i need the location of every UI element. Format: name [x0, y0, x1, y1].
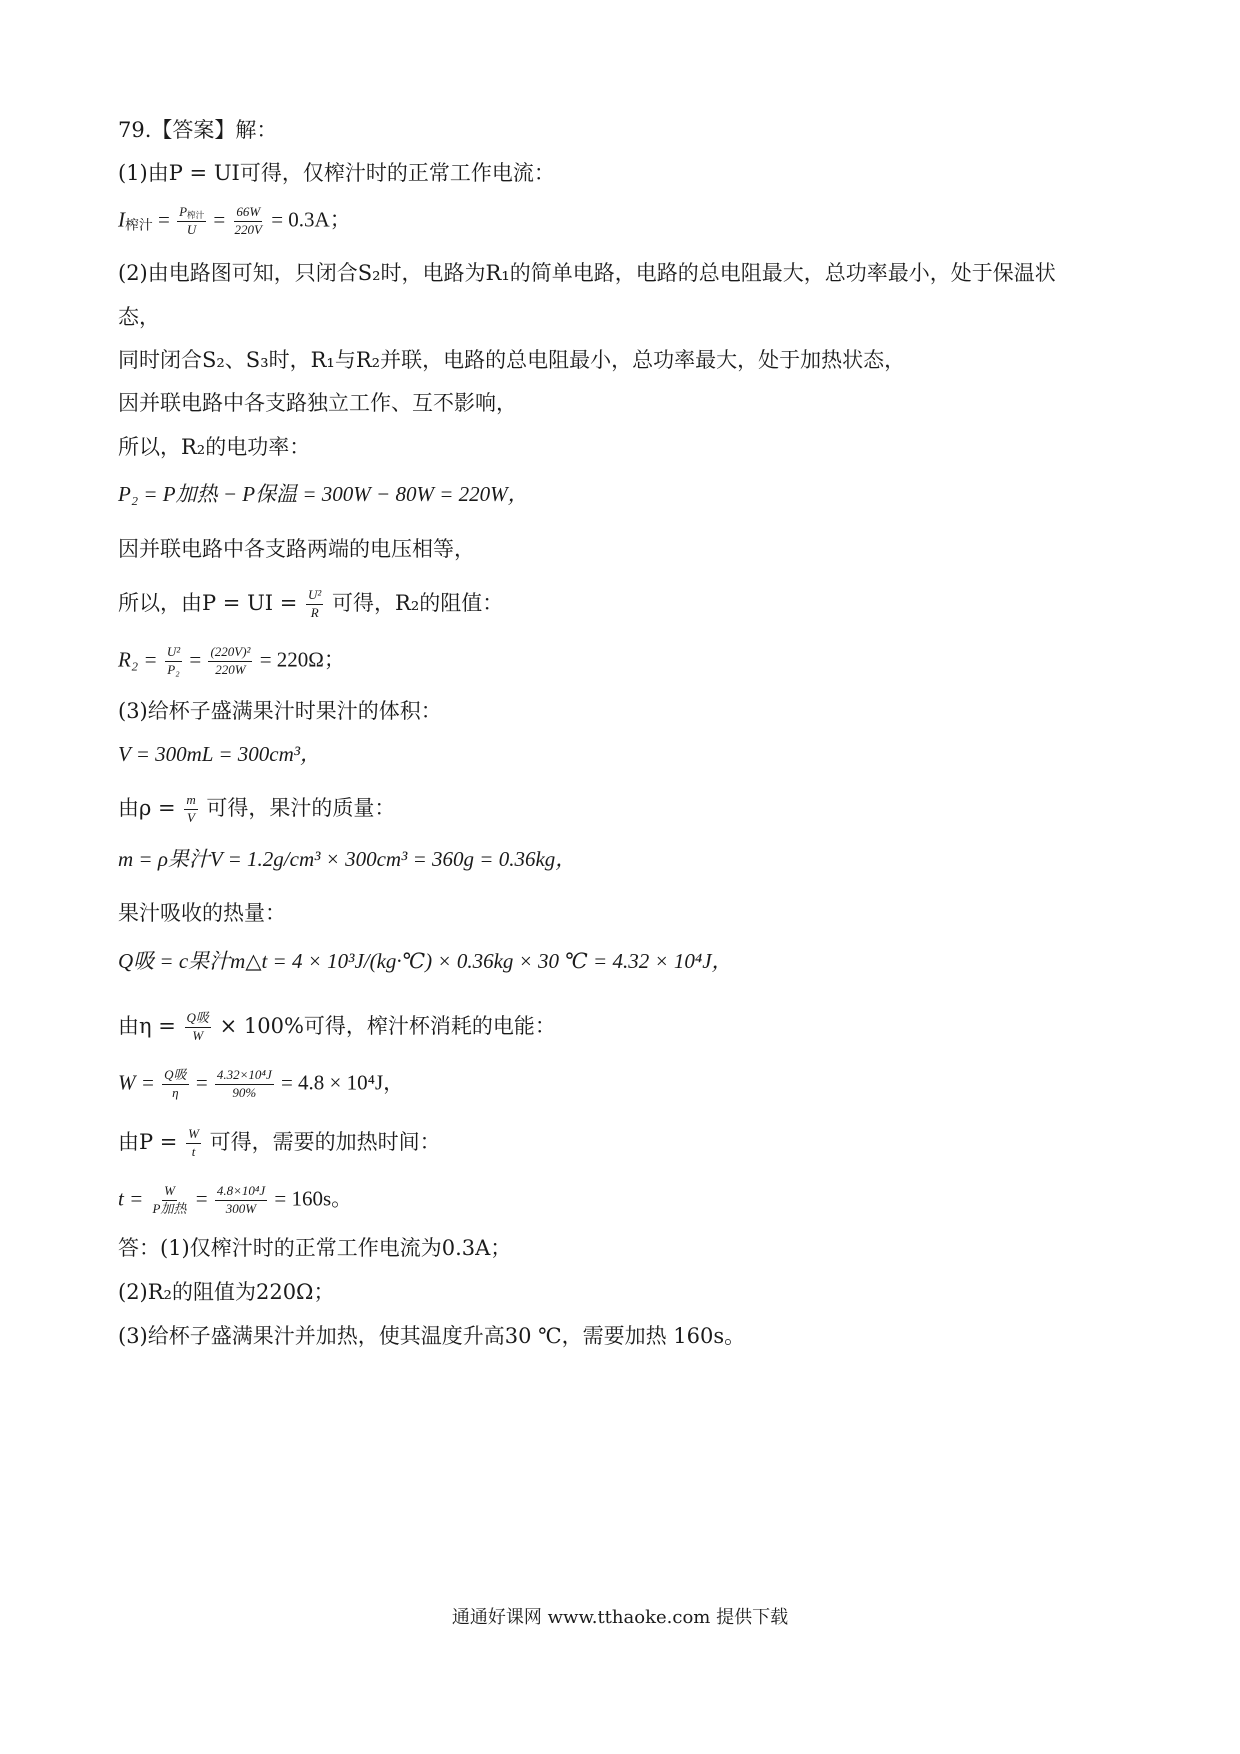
part2-intro: (2)由电路图可知，只闭合S₂时，电路为R₁的简单电路，电路的总电阻最大，总功率最小，处于保温状 [118, 261, 1056, 285]
parallel-state: 同时闭合S₂、S₃时，R₁与R₂并联，电路的总电阻最小，总功率最大，处于加热状态， [118, 348, 906, 372]
fraction-u2-over-p2: $\frac{\text{U²}}{\text{P₂}}$ [166, 644, 181, 677]
mass-intro: 由ρ = $\frac{m}{V}$ 可得，果汁的质量： [118, 792, 396, 825]
fraction-qabs-over-eta: $\frac{\text{Q吸}}{\eta}$ [164, 1067, 187, 1100]
p2-equation: P₂ = P加热 − P保温 = 300W − 80W = 220W， [118, 482, 529, 506]
part1-intro: (1)由P = UI可得，仅榨汁时的正常工作电流： [118, 161, 555, 185]
time-intro: 由P = $\frac{W}{t}$ 可得，需要的加热时间： [118, 1126, 441, 1159]
fraction-48-over-300w: $\frac{\text{4.8×10⁴J}}{300W}$ [216, 1183, 266, 1216]
time-equation: t = $\frac{W}{\text{P加热}}$ = $\frac{\text{4.8×10⁴J}}{300W}$ = 160s。 [118, 1183, 353, 1216]
heat-intro: 果汁吸收的热量： [118, 901, 286, 925]
answer-summary-2: (2)R₂的阻值为220Ω； [118, 1280, 335, 1304]
fraction-qabs-over-w: $\frac{\text{Q吸}}{W}$ [186, 1010, 209, 1043]
fraction-p-over-u: $\frac{P_{榨汁}}{U}$ [179, 204, 205, 237]
part3-intro: (3)给杯子盛满果汁时果汁的体积： [118, 699, 442, 723]
volume-equation: V = 300mL = 300cm³， [118, 742, 322, 766]
answer-summary-3: (3)给杯子盛满果汁并加热，使其温度升高30 ℃，需要加热 160s。 [118, 1324, 746, 1348]
answer-summary-1: 答：(1)仅榨汁时的正常工作电流为0.3A； [118, 1236, 512, 1260]
fraction-u2-over-r: $\frac{\text{U²}}{R}$ [308, 587, 322, 620]
r2-resistance-intro: 所以，由P = UI = $\frac{\text{U²}}{R}$ 可得，R₂的阻值： [118, 587, 504, 620]
fraction-220v2-over-220w: $\frac{\text{(220V)²}}{220W}$ [210, 644, 251, 677]
mass-equation: m = ρ果汁V = 1.2g/cm³ × 300cm³ = 360g = 0.36kg， [118, 847, 577, 871]
heat-equation: Q吸 = c果汁m△t = 4 × 10³J/(kg·℃) × 0.36kg × 30 ℃ = 4.32 × 10⁴J， [118, 949, 733, 973]
energy-equation: W = $\frac{\text{Q吸}}{\eta}$ = $\frac{\text{4.32×10⁴J}}{90\%}$ = 4.8 × 10⁴J， [118, 1067, 405, 1100]
fraction-w-over-t: $\frac{W}{t}$ [188, 1126, 199, 1159]
fraction-w-over-pheat: $\frac{W}{\text{P加热}}$ [152, 1183, 187, 1216]
answer-header: 79.【答案】解： [118, 118, 278, 142]
r2-equation: R₂ = $\frac{\text{U²}}{\text{P₂}}$ = $\frac{\text{(220V)²}}{220W}$ = 220Ω； [118, 644, 345, 677]
efficiency-intro: 由η = $\frac{\text{Q吸}}{W}$ × 100%可得，榨汁杯消耗的电能： [118, 1010, 556, 1043]
r2-power-intro: 所以，R₂的电功率： [118, 435, 311, 459]
equal-voltage: 因并联电路中各支路两端的电压相等， [118, 537, 475, 561]
part2-intro-cont: 态， [118, 305, 160, 329]
fraction-432-over-90: $\frac{\text{4.32×10⁴J}}{90\%}$ [216, 1067, 272, 1100]
independent-branches: 因并联电路中各支路独立工作、互不影响， [118, 391, 517, 415]
page-footer: 通通好课网 www.tthaoke.com 提供下载 [451, 1607, 789, 1628]
fraction-66w-over-220v: $\frac{66W}{220V}$ [234, 204, 262, 237]
fraction-m-over-v: $\frac{m}{V}$ [186, 792, 196, 825]
current-equation: $I_{榨汁}$ = $\frac{P_{榨汁}}{U}$ = $\frac{66W}{220V}$ = 0.3A； [118, 204, 351, 237]
